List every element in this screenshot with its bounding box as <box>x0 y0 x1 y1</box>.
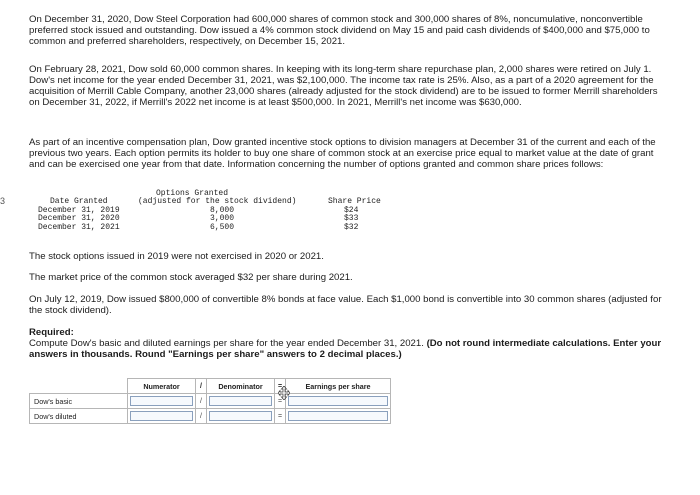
paragraph-stock-info: On December 31, 2020, Dow Steel Corporation had 600,000 shares of common stock and 300,000 shares of 8%, noncumulative, nonconvertible preferred stock issued and outstanding. Dow issued a 4% common stock dividend on May 15 and paid cash dividends of $400,000 and $75,000 to common and preferred shareholders, respectively, on December 15, 2021. <box>29 14 650 48</box>
diluted-denominator-input[interactable] <box>209 411 272 421</box>
option-date: December 31, 2019 <box>38 205 120 215</box>
table-row <box>30 409 391 424</box>
equals-sign: = <box>275 394 286 409</box>
diluted-numerator-cell <box>128 409 196 424</box>
divide-sign: / <box>196 394 207 409</box>
basic-eps-input[interactable] <box>288 396 388 406</box>
option-count: 3,000 <box>210 214 235 224</box>
basic-eps-cell <box>286 394 391 409</box>
header-equals-sign: = <box>275 379 286 394</box>
option-date: December 31, 2020 <box>38 214 120 224</box>
option-price: $24 <box>344 205 359 215</box>
paragraph-convertible-bonds: On July 12, 2019, Dow issued $800,000 of convertible 8% bonds at face value. Each $1,000 bond is convertible into 30 common shares (adjusted for the stock dividend). <box>29 294 662 317</box>
header-eps: Earnings per share <box>286 379 391 394</box>
paragraph-options-not-exercised: The stock options issued in 2019 were not exercised in 2020 or 2021. <box>29 251 324 262</box>
required-text: Compute Dow's basic and diluted earnings per share for the year ended December 31, 2021. <box>29 338 424 349</box>
move-cursor-icon <box>278 386 290 400</box>
eps-answer-table <box>29 378 391 424</box>
header-date-granted: Date Granted <box>50 197 108 207</box>
paragraph-market-price: The market price of the common stock averaged $32 per share during 2021. <box>29 272 353 283</box>
header-denominator: Denominator <box>207 379 275 394</box>
paragraph-incentive-options: As part of an incentive compensation plan, Dow granted incentive stock options to division managers at December 31 of the current and each of the previous two years. Each option permits its holder to buy one share of common stock at an exercise price equal to market value at the date of grant and can be exercised one year from that date. Information concerning the number of options granted and common share prices follows: <box>29 137 656 171</box>
header-blank <box>30 379 128 394</box>
option-price: $32 <box>344 222 359 232</box>
diluted-denominator-cell <box>207 409 275 424</box>
header-share-price: Share Price <box>328 197 381 207</box>
basic-numerator-cell <box>128 394 196 409</box>
option-count: 6,500 <box>210 222 235 232</box>
header-options-granted: Options Granted <box>156 189 229 198</box>
options-table <box>38 190 398 232</box>
page-margin-mark: 3 <box>0 196 6 206</box>
option-count: 8,000 <box>210 205 235 215</box>
header-divide-sign: / <box>196 379 207 394</box>
required-note: (Do not round intermediate calculations. Enter your answers in thousands. Round "Earnings per share" answers to 2 decimal places.) <box>29 338 662 361</box>
option-date: December 31, 2021 <box>38 222 120 232</box>
diluted-eps-input[interactable] <box>288 411 388 421</box>
header-numerator: Numerator <box>128 379 196 394</box>
required-heading: Required: <box>29 327 74 338</box>
divide-sign: / <box>196 409 207 424</box>
equals-sign: = <box>275 409 286 424</box>
basic-numerator-input[interactable] <box>130 396 193 406</box>
basic-denominator-input[interactable] <box>209 396 272 406</box>
required-instructions <box>29 338 669 360</box>
row-label-diluted: Dow's diluted <box>30 409 128 424</box>
table-row <box>30 394 391 409</box>
row-label-basic: Dow's basic <box>30 394 128 409</box>
paragraph-share-sales: On February 28, 2021, Dow sold 60,000 common shares. In keeping with its long-term share repurchase plan, 2,000 shares were retired on July 1. Dow's net income for the year ended December 31, 2021, was $2,100,000. The income tax rate is 25%. Also, as a part of a 2020 agreement for the acquisition of Merrill Cable Company, another 23,000 shares (already adjusted for the stock dividend) are to be issued to former Merrill shareholders on December 31, 2022, if Merrill's 2022 net income is at least $500,000. In 2021, Merrill's net income was $630,000. <box>29 64 658 109</box>
option-price: $33 <box>344 214 359 224</box>
basic-denominator-cell <box>207 394 275 409</box>
header-adjusted: (adjusted for the stock dividend) <box>138 197 297 207</box>
diluted-numerator-input[interactable] <box>130 411 193 421</box>
diluted-eps-cell <box>286 409 391 424</box>
